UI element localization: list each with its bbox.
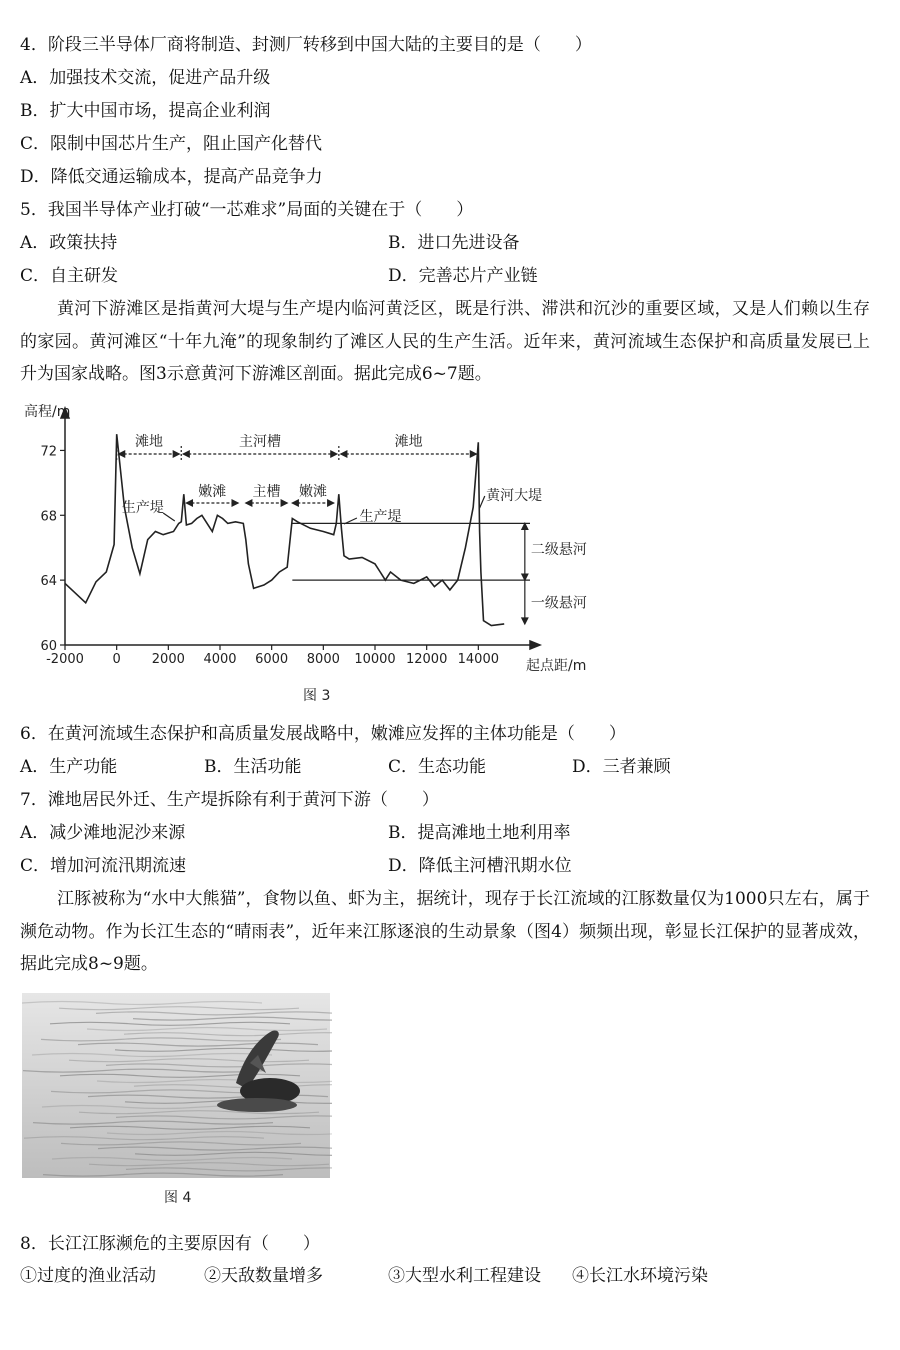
- q8-stem: 8．长江江豚濒危的主要原因有（ ）: [20, 1234, 320, 1254]
- elevation-profile-line: [65, 434, 504, 625]
- q7-stem: 7．滩地居民外迁、生产堤拆除有利于黄河下游（ ）: [20, 790, 439, 810]
- q8-item-1: ①过度的渔业活动: [20, 1266, 156, 1286]
- q6-option-c: C．生态功能: [388, 757, 487, 777]
- bracket-primary-head-bottom: [522, 618, 528, 624]
- q8-item-2: ②天敌数量增多: [204, 1266, 323, 1286]
- q4-option-a: A．加强技术交流，促进产品升级: [20, 68, 271, 88]
- figure-4-porpoise-photo: [22, 993, 332, 1208]
- q4-option-b: B．扩大中国市场，提高企业利润: [20, 101, 271, 121]
- q4-stem: 4．阶段三半导体厂商将制造、封测厂转移到中国大陆的主要目的是（ ）: [20, 35, 592, 55]
- x-tick-label: 10000: [354, 652, 396, 667]
- x-tick-label: 12000: [405, 652, 448, 667]
- subzone-arrow-main-trough-head-right: [281, 500, 287, 506]
- subzone-arrow-tender-beach-right-head-left: [292, 500, 298, 506]
- q6-stem: 6．在黄河流域生态保护和高质量发展战略中，嫩滩应发挥的主体功能是（ ）: [20, 724, 626, 744]
- q8-item-3: ③大型水利工程建设: [388, 1266, 541, 1286]
- y-tick-label: 60: [40, 639, 57, 654]
- q7-option-b: B．提高滩地土地利用率: [388, 823, 571, 843]
- q4-option-c: C．限制中国芯片生产，阻止国产化替代: [20, 134, 323, 154]
- x-tick-label: 4000: [203, 652, 237, 667]
- q4-option-d: D．降低交通运输成本，提高产品竞争力: [20, 167, 323, 187]
- y-tick-label: 64: [40, 574, 57, 590]
- bracket-secondary-head-top: [522, 523, 528, 529]
- label-production-dike-left: 生产堤: [121, 500, 164, 516]
- q5-option-b: B．进口先进设备: [388, 233, 520, 253]
- subzone-arrow-tender-beach-left-head-right: [232, 500, 238, 506]
- q5-option-c: C．自主研发: [20, 266, 119, 286]
- subzone-label-main-trough: 主槽: [252, 484, 281, 500]
- passage-finless-porpoise: 江豚被称为“水中大熊猫”，食物以鱼、虾为主，据统计，现存于长江流域的江豚数量仅为1000只左右，属于濒危动物。作为长江生态的“晴雨表”，近年来江豚逐浪的生动景象（图4）频频出现，彰显长江保护的显著成效，据此完成8~9题。: [20, 889, 870, 974]
- label-secondary-perched-river: 二级悬河: [530, 542, 587, 559]
- subzone-label-tender-beach-left: 嫩滩: [198, 484, 227, 500]
- passage-yellow-river: 黄河下游滩区是指黄河大堤与生产堤内临河黄泛区，既是行洪、滞洪和沉沙的重要区域，又是人们赖以生存的家园。黄河滩区“十年九淹”的现象制约了滩区人民的生产生活。近年来，黄河流域生态保护和高质量发展已上升为国家战略。图3示意黄河下游滩区剖面。据此完成6~7题。: [20, 299, 870, 384]
- subzone-arrow-tender-beach-left-head-left: [186, 500, 192, 506]
- q6-option-a: A．生产功能: [20, 757, 118, 777]
- x-axis-label: 起点距/m: [526, 658, 587, 674]
- x-tick-label: 8000: [306, 652, 340, 667]
- label-primary-perched-river: 一级悬河: [530, 595, 587, 612]
- y-axis-label: 高程/m: [24, 404, 71, 420]
- q7-option-d: D．降低主河槽汛期水位: [388, 856, 572, 876]
- subzone-label-tender-beach-right: 嫩滩: [299, 484, 327, 500]
- y-tick-label: 72: [40, 444, 57, 460]
- q6-option-b: B．生活功能: [204, 757, 302, 777]
- zone-arrow-main-channel-head-right: [331, 451, 337, 457]
- figure-3-caption: 图 3: [303, 688, 331, 704]
- q7-option-c: C．增加河流汛期流速: [20, 856, 187, 876]
- x-tick-label: 2000: [151, 652, 185, 667]
- zone-label-floodplain-right: 滩地: [394, 434, 423, 450]
- q5-option-a: A．政策扶持: [20, 233, 118, 253]
- q8-item-4: ④长江水环境污染: [572, 1266, 708, 1286]
- q5-option-d: D．完善芯片产业链: [388, 266, 538, 286]
- label-yellow-river-levee: 黄河大堤: [486, 488, 543, 504]
- subzone-arrow-tender-beach-right-head-right: [328, 500, 334, 506]
- label-production-dike-right: 生产堤: [359, 509, 402, 525]
- pointer-production-dike-left: [163, 513, 175, 521]
- subzone-arrow-main-trough-head-left: [246, 500, 252, 506]
- zone-label-main-channel: 主河槽: [239, 434, 282, 450]
- pointer-yellow-river-levee: [480, 496, 485, 508]
- x-tick-label: 6000: [255, 652, 289, 667]
- zone-arrow-right-floodplain-head-right: [470, 451, 476, 457]
- figure-4-caption: 图 4: [164, 1190, 192, 1206]
- x-tick-label: -2000: [46, 652, 84, 667]
- zone-label-floodplain-left: 滩地: [134, 434, 163, 450]
- x-tick-label: 0: [112, 652, 121, 667]
- zone-arrow-left-floodplain-head-right: [173, 451, 179, 457]
- figure-3-profile-chart: [20, 400, 600, 710]
- y-tick-label: 68: [40, 509, 57, 525]
- x-tick-label: 14000: [457, 652, 500, 667]
- zone-arrow-main-channel-head-left: [183, 451, 189, 457]
- q5-stem: 5．我国半导体产业打破“一芯难求”局面的关键在于（ ）: [20, 200, 474, 220]
- zone-arrow-right-floodplain-head-left: [341, 451, 347, 457]
- q6-option-d: D．三者兼顾: [572, 757, 671, 777]
- bracket-secondary-head-bottom: [522, 574, 528, 580]
- q7-option-a: A．减少滩地泥沙来源: [20, 823, 186, 843]
